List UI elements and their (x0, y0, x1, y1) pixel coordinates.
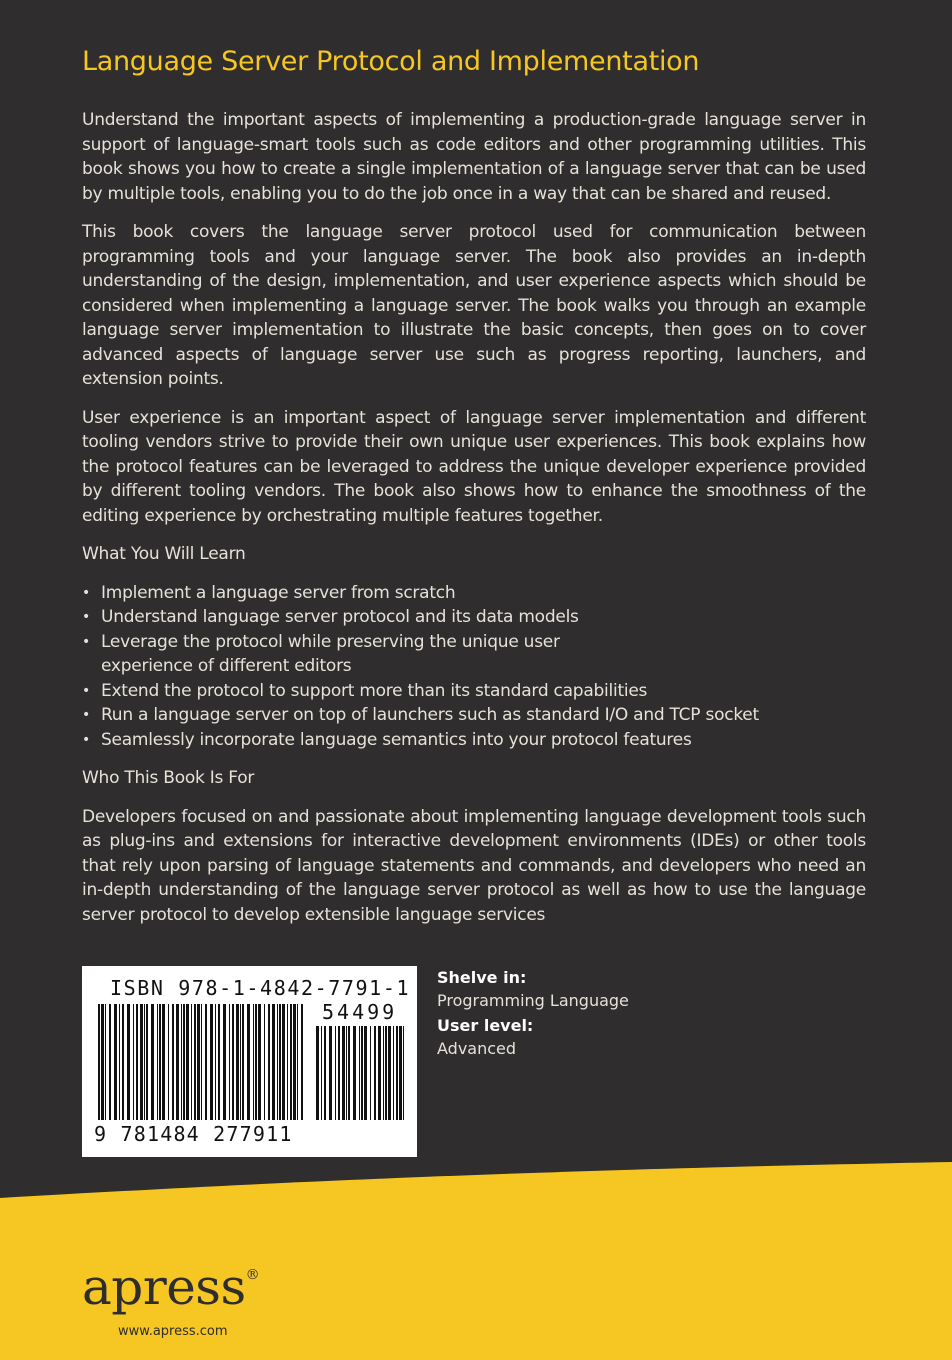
apress-logo (82, 1258, 260, 1316)
shelve-info (437, 966, 629, 1060)
publisher-url[interactable]: www.apress.com (118, 1324, 228, 1339)
barcode-bar (282, 1004, 285, 1120)
barcode-bar (176, 1004, 179, 1120)
price-barcode-bars (316, 1026, 406, 1120)
barcode-bar (396, 1026, 398, 1120)
shelve-label: Shelve in: (437, 968, 527, 987)
barcode-bar (297, 1004, 298, 1120)
barcode-bar (98, 1004, 100, 1120)
user-level-value: Advanced (437, 1039, 517, 1058)
barcode-bar (140, 1004, 143, 1120)
description-paragraph: Understand the important aspects of implementing a production-grade language server in support of language-smart tools such as code editors and other programming utilities. This book shows you how to create a single implementation of a language server that can be used by multiple tools, enabling you to do the job once in a way that can be shared and reused. (82, 110, 866, 204)
isbn-number: ISBN 978-1-4842-7791-1 (110, 976, 411, 1000)
barcode-bar (119, 1004, 120, 1120)
barcode-bar (242, 1004, 244, 1120)
price-code: 54499 (322, 1000, 398, 1024)
barcode-bar (205, 1004, 207, 1120)
description (82, 108, 866, 941)
registered-mark: ® (245, 1267, 260, 1283)
barcode-bar (136, 1004, 138, 1120)
barcode-bar (109, 1004, 111, 1120)
barcode-bar (268, 1004, 270, 1120)
barcode-bar (210, 1004, 213, 1120)
barcode-bar (348, 1026, 350, 1120)
learn-heading: What You Will Learn (82, 544, 246, 564)
barcode-bar (324, 1026, 326, 1120)
barcode-bar (353, 1026, 356, 1120)
barcode-bar (133, 1004, 134, 1120)
barcode-bar (247, 1004, 250, 1120)
audience-heading: Who This Book Is For (82, 768, 255, 788)
barcode-bar (215, 1004, 216, 1120)
barcode-bar (359, 1026, 360, 1120)
barcode-bar (181, 1004, 182, 1120)
barcode-bar (157, 1004, 158, 1120)
barcode-bar (229, 1004, 230, 1120)
learn-item: • Extend the protocol to support more than its standard capabilities (82, 679, 801, 704)
barcode-bar (374, 1026, 376, 1120)
barcode-bar (201, 1004, 202, 1120)
user-level-label: User level: (437, 1016, 534, 1035)
main-barcode-bars (98, 1004, 308, 1120)
barcode-bar (385, 1026, 387, 1120)
book-title: Language Server Protocol and Implementation (82, 46, 700, 77)
learn-item: • Implement a language server from scratch (82, 581, 621, 606)
barcode-bar (388, 1026, 391, 1120)
barcode-bar (321, 1026, 322, 1120)
barcode-bar (105, 1004, 106, 1120)
learn-item: • Run a language server on top of launchers such as standard I/O and TCP socket (82, 703, 801, 728)
barcode-bar (346, 1026, 347, 1120)
barcode-bar (255, 1004, 257, 1120)
learn-list (82, 581, 866, 753)
barcode-bar (277, 1004, 278, 1120)
description-paragraph: User experience is an important aspect of language server implementation and different tooling vendors strive to provide their own unique user experiences. This book explains how the protocol features can be leveraged to address the unique developer experience provided by different tooling vendors. The book also shows how to enhance the smoothness of the editing experience by orchestrating multiple features together. (82, 407, 866, 526)
barcode-bar (316, 1026, 319, 1120)
barcode-bar (194, 1004, 196, 1120)
barcode-bar (197, 1004, 200, 1120)
barcode-bar (144, 1004, 145, 1120)
barcode-bar (383, 1026, 384, 1120)
barcode-bar (301, 1004, 303, 1120)
barcode-bar (162, 1004, 165, 1120)
shelve-value: Programming Language (437, 991, 629, 1010)
barcode-bar (183, 1004, 185, 1120)
barcode-bar (114, 1004, 117, 1120)
barcode-bar (172, 1004, 174, 1120)
barcode-bar (335, 1026, 336, 1120)
isbn-barcode (82, 966, 417, 1157)
barcode-bar (293, 1004, 296, 1120)
barcode-bar (218, 1004, 220, 1120)
barcode-bar (151, 1004, 154, 1120)
ean-number: 9 781484 277911 (94, 1122, 293, 1146)
barcode-bar (122, 1004, 124, 1120)
barcode-bar (364, 1026, 367, 1120)
barcode-bar (329, 1026, 332, 1120)
description-paragraph: This book covers the language server protocol used for communication between programming tools and your language server. The book also provides an in-depth understanding of the design, implementation, and user experience aspects which should be considered when implementing a language server. The book walks you through an example language server implementation to illustrate the basic concepts, then goes on to cover advanced aspects of language server use such as progress reporting, launchers, and extension points. (82, 222, 866, 389)
barcode-bar (223, 1004, 226, 1120)
barcode-bar (287, 1004, 288, 1120)
barcode-bar (253, 1004, 254, 1120)
barcode-bar (338, 1026, 340, 1120)
barcode-bar (290, 1004, 292, 1120)
barcode-bar (403, 1026, 404, 1120)
barcode-bar (240, 1004, 241, 1120)
barcode-bar (191, 1004, 192, 1120)
barcode-bar (101, 1004, 104, 1120)
barcode-bar (378, 1026, 381, 1120)
barcode-bar (272, 1004, 275, 1120)
apress-logo-text: apress (82, 1258, 246, 1316)
barcode-bar (361, 1026, 363, 1120)
barcode-bar (393, 1026, 394, 1120)
barcode-bar (159, 1004, 161, 1120)
barcode-bar (258, 1004, 261, 1120)
barcode-bar (146, 1004, 148, 1120)
barcode-bar (342, 1026, 345, 1120)
barcode-bar (186, 1004, 189, 1120)
barcode-bar (370, 1026, 371, 1120)
learn-item: • Leverage the protocol while preserving the unique user experience of different editors (82, 630, 621, 679)
barcode-bar (264, 1004, 265, 1120)
barcode-bar (399, 1026, 402, 1120)
barcode-bar (127, 1004, 130, 1120)
barcode-bar (232, 1004, 234, 1120)
learn-item: • Understand language server protocol and its data models (82, 605, 621, 630)
barcode-bar (236, 1004, 239, 1120)
learn-item: • Seamlessly incorporate language semantics into your protocol features (82, 728, 801, 753)
barcode-bar (279, 1004, 281, 1120)
barcode-bar (168, 1004, 169, 1120)
audience-text: Developers focused on and passionate about implementing language development tools such as plug-ins and extensions for interactive development environments (IDEs) or other tools that rely upon parsing of language statements and commands, and developers who need an in-depth understanding of the language server protocol as well as how to use the language server protocol to develop extensible language services (82, 806, 866, 925)
